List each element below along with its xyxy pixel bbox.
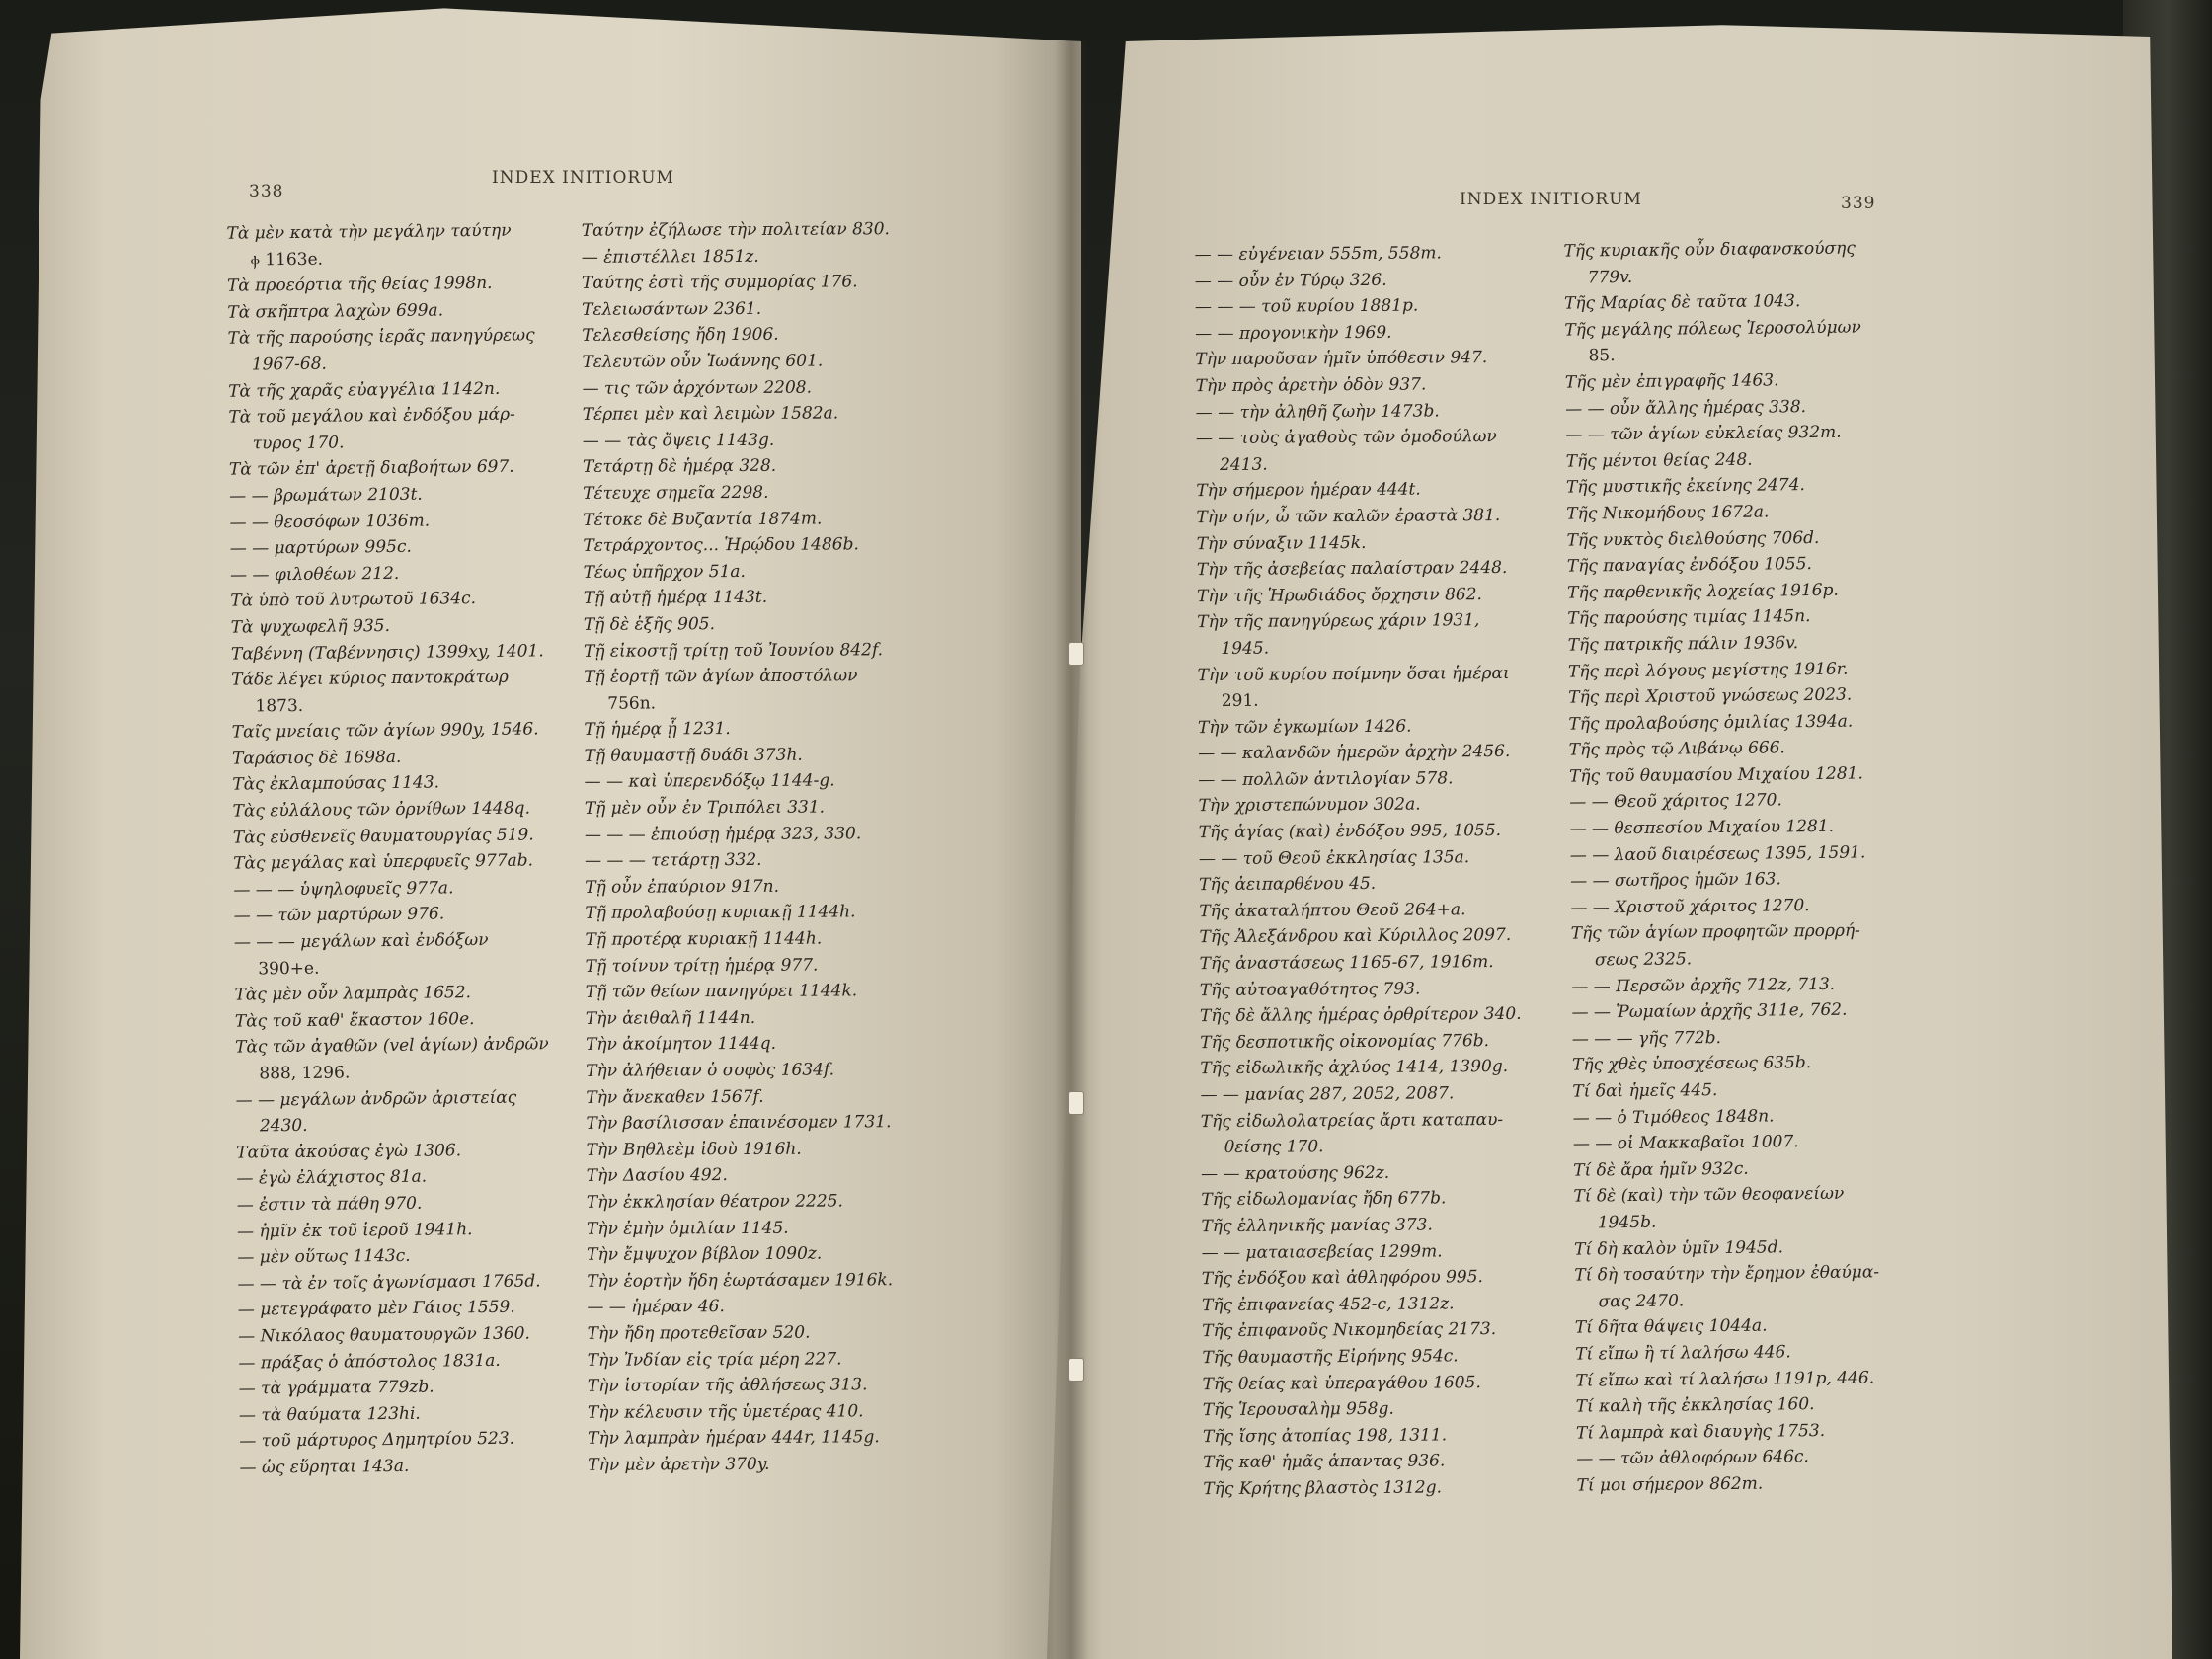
index-entry: Τὴν σήν, ὦ τῶν καλῶν ἐραστὰ 381.: [1196, 505, 1501, 528]
index-entry: Τῆς παρθενικῆς λοχείας 1916p.: [1566, 580, 1839, 603]
index-entry: Τῆς μεγάλης πόλεως Ἱεροσολύμων: [1564, 317, 1861, 341]
index-entry: Ταύτης ἐστὶ τῆς συμμορίας 176.: [581, 272, 858, 294]
index-entry: Τῇ δὲ ἑξῆς 905.: [583, 614, 716, 635]
index-entry: Τῆς παρούσης τιμίας 1145n.: [1567, 606, 1811, 629]
index-entry: Τῆς ἑλληνικῆς μανίας 373.: [1201, 1215, 1433, 1237]
index-entry: Τί εἴπω ἢ τί λαλήσω 446.: [1575, 1342, 1791, 1365]
index-entry: — — — ἐπιούσῃ ἡμέρᾳ 323, 330.: [584, 824, 862, 845]
index-entry: Τῆς Ἀλεξάνδρου καὶ Κύριλλος 2097.: [1199, 925, 1512, 948]
index-entry: Τὴν ἑορτὴν ἤδη ἑωρτάσαμεν 1916k.: [587, 1269, 894, 1292]
index-entry: — — τὰ ἐν τοῖς ἀγωνίσμασι 1765d.: [237, 1271, 541, 1295]
index-entry: Τὴν ἐκκλησίαν θέατρον 2225.: [586, 1191, 843, 1213]
index-entry: Ταύτην ἐζήλωσε τὴν πολιτείαν 830.: [581, 219, 890, 241]
index-entry: Τὴν τοῦ κυρίου ποίμνην ὅσαι ἡμέραι: [1197, 663, 1510, 685]
index-entry: Τὰ τῆς χαρᾶς εὐαγγέλια 1142n.: [228, 378, 501, 402]
index-entry: Τὴν ἱστορίαν τῆς ἀθλήσεως 313.: [587, 1375, 868, 1396]
index-entry: τυρος 170.: [252, 433, 345, 454]
index-entry: Τὰς ἐκλαμπούσας 1143.: [232, 772, 440, 796]
index-entry: Τί δὲ (καὶ) τὴν τῶν θεοφανείων: [1573, 1184, 1845, 1207]
index-entry: Ταβέννη (Ταβέννησις) 1399xy, 1401.: [230, 640, 544, 665]
index-entry: Τὴν ἄνεκαθεν 1567f.: [586, 1086, 764, 1108]
index-entry: — — εὐγένειαν 555m, 558m.: [1194, 243, 1442, 266]
index-entry: 779v.: [1587, 267, 1633, 287]
index-entry: — ἐπιστέλλει 1851z.: [581, 246, 759, 268]
index-entry: ⲫ 1163e.: [250, 249, 324, 271]
index-entry: 2430.: [259, 1116, 308, 1137]
index-entry: Τῆς εἰδωλολατρείας ἄρτι καταπαυ-: [1200, 1109, 1504, 1132]
index-entry: Τῇ αὐτῇ ἡμέρᾳ 1143t.: [583, 588, 768, 609]
index-entry: Τῇ τοίνυν τρίτῃ ἡμέρᾳ 977.: [585, 955, 819, 977]
index-entry: — μὲν οὕτως 1143c.: [237, 1245, 411, 1268]
index-entry: — — σωτῆρος ἡμῶν 163.: [1570, 869, 1781, 892]
running-header-right: INDEX INITIORUM: [1460, 190, 1642, 209]
index-entry: — — τὰς ὄψεις 1143g.: [582, 430, 775, 451]
index-entry: Τῆς ἀκαταλήπτου Θεοῦ 264+a.: [1199, 900, 1466, 921]
index-entry: Τὴν χριστεπώνυμον 302a.: [1198, 795, 1421, 817]
index-entry: Τὴν πρὸς ἀρετὴν ὁδὸν 937.: [1195, 374, 1427, 397]
index-entry: Τί δὲ ἄρα ἡμῖν 932c.: [1573, 1158, 1749, 1181]
index-entry: — — βρωμάτων 2103t.: [229, 484, 423, 507]
index-entry: 1945.: [1221, 638, 1270, 659]
index-entry: 390+e.: [258, 958, 320, 980]
index-entry: Τῆς περὶ Χριστοῦ γνώσεως 2023.: [1568, 684, 1853, 708]
index-entry: — — πολλῶν ἀντιλογίαν 578.: [1198, 768, 1454, 791]
index-entry: Τέτοκε δὲ Βυζαντία 1874m.: [583, 509, 823, 530]
page-number-right: 339: [1841, 194, 1876, 213]
index-entry: Τὰ ψυχωφελῆ 935.: [230, 615, 391, 638]
index-entry: Τὴν βασίλισσαν ἐπαινέσομεν 1731.: [586, 1112, 892, 1135]
index-entry: — — — τοῦ κυρίου 1881p.: [1194, 295, 1419, 318]
index-entry: — μετεγράφατο μὲν Γάιος 1559.: [237, 1298, 515, 1320]
index-entry: Τελεσθείσης ἤδη 1906.: [582, 325, 779, 347]
index-entry: — — θεοσόφων 1036m.: [229, 511, 431, 533]
index-entry: — — κρατούσης 962z.: [1201, 1162, 1390, 1184]
index-entry: — — προγονικὴν 1969.: [1195, 322, 1392, 344]
index-entry: Τὴν Βηθλεὲμ ἰδοὺ 1916h.: [586, 1139, 802, 1160]
index-entry: Τί καλὴ τῆς ἐκκλησίας 160.: [1575, 1394, 1815, 1417]
index-entry: Τῆς θαυμαστῆς Εἰρήνης 954c.: [1202, 1346, 1459, 1369]
index-entry: Τέτευχε σημεῖα 2298.: [583, 482, 769, 504]
index-entry: Τῆς πρὸς τῷ Λιβάνῳ 666.: [1568, 738, 1786, 760]
index-entry: Τί δαὶ ἡμεῖς 445.: [1572, 1080, 1718, 1102]
book-spine: [1055, 40, 1088, 1659]
index-entry: Τὴν σήμερον ἡμέραν 444t.: [1196, 479, 1421, 502]
index-entry: Τί δὴ τοσαύτην τὴν ἔρημον ἐθαύμα-: [1574, 1262, 1880, 1286]
index-entry: Τὴν Ἰνδίαν εἰς τρία μέρη 227.: [587, 1348, 842, 1371]
index-entry: — — τὴν ἀληθῆ ζωὴν 1473b.: [1195, 400, 1440, 423]
index-entry: — ἡμῖν ἐκ τοῦ ἱεροῦ 1941h.: [236, 1219, 473, 1242]
index-entry: — ἐστιν τὰ πάθη 970.: [236, 1193, 423, 1216]
index-entry: Τὰ προεόρτια τῆς θείας 1998n.: [226, 274, 493, 296]
index-entry: — ὡς εὕρηται 143a.: [239, 1456, 410, 1478]
index-entry: Τὰ τῶν ἐπ' ἀρετῇ διαβοήτων 697.: [228, 457, 514, 481]
index-entry: 291.: [1221, 690, 1259, 712]
index-entry: Τῆς κυριακῆς οὖν διαφανσκούσης: [1563, 238, 1856, 262]
index-entry: — — οὖν ἄλλης ἡμέρας 338.: [1565, 396, 1807, 420]
index-entry: Τῇ θαυμαστῇ δυάδι 373h.: [584, 745, 803, 766]
index-entry: 1873.: [255, 695, 304, 717]
index-entry: Τῆς τοῦ θαυμασίου Μιχαίου 1281.: [1568, 763, 1863, 787]
index-entry: Τὴν ἤδη προτεθεῖσαν 520.: [587, 1322, 811, 1344]
index-entry: 888, 1296.: [259, 1063, 351, 1084]
index-entry: Τὰ μὲν κατὰ τὴν μεγάλην ταύτην: [226, 220, 512, 244]
index-entry: Τὴν ἐμὴν ὁμιλίαν 1145.: [586, 1218, 789, 1239]
index-entry: — — — τετάρτῃ 332.: [585, 850, 762, 872]
index-entry: Τὴν μὲν ἀρετὴν 370y.: [588, 1454, 770, 1475]
index-entry: — — μαρτύρων 995c.: [229, 536, 412, 559]
index-entry: Τέρπει μὲν καὶ λειμὼν 1582a.: [582, 403, 839, 425]
index-entry: — — — ὑψηλοφυεῖς 977a.: [233, 878, 454, 901]
left-page-column-2: [582, 216, 897, 1478]
index-entry: Τῆς ἀειπαρθένου 45.: [1199, 874, 1377, 896]
index-entry: Τῇ προλαβούσῃ κυριακῇ 1144h.: [585, 902, 856, 924]
index-entry: Τέως ὑπῆρχον 51a.: [583, 561, 746, 583]
index-entry: Τῇ μὲν οὖν ἐν Τριπόλει 331.: [584, 797, 826, 819]
index-entry: — — ἡμέραν 46.: [587, 1297, 725, 1318]
index-entry: Ταῦτα ἀκούσας ἐγὼ 1306.: [236, 1141, 462, 1163]
index-entry: Τὰ σκῆπτρα λαχὼν 699a.: [227, 300, 444, 323]
binding-stitch: [1068, 642, 1084, 666]
index-entry: Τῇ οὖν ἐπαύριον 917n.: [585, 876, 780, 898]
index-entry: — — καλανδῶν ἡμερῶν ἀρχὴν 2456.: [1198, 742, 1511, 764]
index-entry: Τῆς αὐτοαγαθότητος 793.: [1199, 979, 1421, 1000]
index-entry: Τὴν ἔμψυχον βίβλον 1090z.: [587, 1243, 823, 1265]
index-entry: — ἐγὼ ἐλάχιστος 81a.: [236, 1167, 428, 1190]
index-entry: Τὰς μεγάλας καὶ ὑπερφυεῖς 977ab.: [233, 850, 534, 874]
index-entry: — — οἱ Μακκαβαῖοι 1007.: [1572, 1132, 1799, 1154]
index-entry: Τῆς καθ' ἡμᾶς ἁπαντας 936.: [1203, 1451, 1446, 1473]
index-entry: — — τῶν ἀθλοφόρων 646c.: [1576, 1447, 1810, 1469]
index-entry: σας 2470.: [1598, 1291, 1685, 1312]
index-entry: Τῆς εἰδωλομανίας ἤδη 677b.: [1201, 1188, 1447, 1211]
index-entry: Τὰς εὐσθενεῖς θαυματουργίας 519.: [232, 825, 534, 848]
index-entry: Ταῖς μνείαις τῶν ἁγίων 990y, 1546.: [231, 719, 539, 743]
index-entry: Τῆς θείας καὶ ὑπεραγάθου 1605.: [1202, 1372, 1481, 1394]
index-entry: — — — γῆς 772b.: [1571, 1027, 1722, 1050]
index-entry: 1967-68.: [251, 354, 327, 375]
index-entry: Τὰ τοῦ μεγάλου καὶ ἐνδόξου μάρ-: [228, 404, 515, 428]
index-entry: — τοῦ μάρτυρος Δημητρίου 523.: [239, 1429, 515, 1452]
index-entry: Τῆς ἁγίας (καὶ) ἐνδόξου 995, 1055.: [1198, 821, 1502, 843]
index-entry: Τῆς χθὲς ὑποσχέσεως 635b.: [1571, 1053, 1812, 1076]
index-entry: θείσης 170.: [1224, 1137, 1324, 1158]
running-header-left: INDEX INITIORUM: [492, 168, 674, 188]
index-entry: Τῆς δεσποτικῆς οἰκονομίας 776b.: [1200, 1030, 1490, 1053]
index-entry: 1945b.: [1597, 1212, 1657, 1233]
index-entry: Τί δῆτα θάψεις 1044a.: [1574, 1315, 1768, 1338]
index-entry: Τῇ προτέρᾳ κυριακῇ 1144h.: [585, 928, 823, 950]
binding-stitch: [1068, 1091, 1084, 1115]
index-entry: — — μανίας 287, 2052, 2087.: [1200, 1083, 1455, 1106]
index-entry: — — τῶν μαρτύρων 976.: [233, 904, 445, 927]
index-entry: — — οὖν ἐν Τύρῳ 326.: [1194, 270, 1387, 291]
index-entry: Τῆς ἐπιφανοῦς Νικομηδείας 2173.: [1202, 1319, 1497, 1342]
index-entry: — τὰ γράμματα 779zb.: [238, 1377, 434, 1399]
index-entry: Τὴν τῆς πανηγύρεως χάριν 1931,: [1197, 610, 1480, 633]
index-entry: Τὰς μὲν οὖν λαμπρὰς 1652.: [234, 983, 472, 1005]
index-entry: — τὰ θαύματα 123hi.: [238, 1403, 421, 1426]
index-entry: Τάδε λέγει κύριος παντοκράτωρ: [231, 667, 509, 690]
index-entry: Τῇ εἰκοστῇ τρίτῃ τοῦ Ἰουνίου 842f.: [583, 639, 884, 662]
page-number-left: 338: [249, 182, 284, 201]
index-entry: Τῆς ἀναστάσεως 1165-67, 1916m.: [1199, 952, 1494, 975]
index-entry: — — Ῥωμαίων ἀρχῆς 311e, 762.: [1571, 999, 1848, 1023]
index-entry: Τὴν ἀκοίμητον 1144q.: [585, 1034, 777, 1056]
index-entry: Τῆς παναγίας ἐνδόξου 1055.: [1566, 554, 1812, 577]
index-entry: Τί μοι σήμερον 862m.: [1576, 1473, 1764, 1496]
index-entry: — — Θεοῦ χάριτος 1270.: [1569, 790, 1782, 814]
index-entry: — — τοὺς ἀγαθοὺς τῶν ὁμοδούλων: [1195, 427, 1497, 449]
index-entry: Τῆς περὶ λόγους μεγίστης 1916r.: [1567, 659, 1849, 682]
index-entry: Τὴν τῆς Ἡρωδιάδος ὄρχησιν 862.: [1196, 584, 1482, 606]
index-entry: Τῆς Κρήτης βλαστὸς 1312g.: [1203, 1477, 1443, 1500]
index-entry: Τῆς νυκτὸς διελθούσης 706d.: [1566, 527, 1820, 551]
index-entry: — — θεσπεσίου Μιχαίου 1281.: [1569, 816, 1835, 839]
index-entry: — — μεγάλων ἀνδρῶν ἀριστείας: [235, 1087, 517, 1111]
index-entry: Τὰ τῆς παρούσης ἱερᾶς πανηγύρεως: [227, 325, 535, 350]
index-entry: — — καὶ ὑπερενδόξῳ 1144-g.: [584, 770, 835, 793]
index-entry: Τὴν ἀειθαλῆ 1144n.: [585, 1007, 756, 1029]
index-entry: — — ματαιασεβείας 1299m.: [1201, 1240, 1443, 1263]
index-entry: Τὰς τῶν ἀγαθῶν (vel ἁγίων) ἀνδρῶν: [234, 1034, 549, 1059]
index-entry: Τὴν τῆς ἀσεβείας παλαίστραν 2448.: [1196, 558, 1508, 581]
index-entry: Τῆς Μαρίας δὲ ταῦτα 1043.: [1563, 291, 1801, 314]
index-entry: Τῇ ἑορτῇ τῶν ἁγίων ἀποστόλων: [584, 666, 858, 687]
index-entry: σεως 2325.: [1594, 949, 1693, 971]
index-entry: Τὰ ὑπὸ τοῦ λυτρωτοῦ 1634c.: [230, 589, 477, 611]
left-page-column-1: [226, 217, 553, 1481]
index-entry: Τὴν κέλευσιν τῆς ὑμετέρας 410.: [587, 1401, 864, 1423]
index-entry: — — φιλοθέων 212.: [229, 563, 400, 586]
index-entry: — — τῶν ἁγίων εὐκλείας 932m.: [1565, 422, 1842, 445]
index-entry: Τῆς ἐπιφανείας 452-c, 1312z.: [1201, 1294, 1455, 1315]
right-page-column-2: [1563, 235, 1881, 1499]
index-entry: Τὴν ἀλήθειαν ὁ σοφὸς 1634f.: [586, 1060, 835, 1081]
index-entry: 756n.: [607, 693, 657, 714]
index-entry: 2413.: [1220, 454, 1268, 475]
index-entry: Τῆς εἰδωλικῆς ἀχλύος 1414, 1390g.: [1200, 1057, 1509, 1079]
index-entry: — τις τῶν ἀρχόντων 2208.: [582, 377, 813, 399]
index-entry: — — Περσῶν ἀρχῆς 712z, 713.: [1571, 974, 1836, 997]
index-entry: — — λαοῦ διαιρέσεως 1395, 1591.: [1569, 842, 1866, 866]
index-entry: Τὰς εὐλάλους τῶν ὀρνίθων 1448q.: [232, 798, 531, 822]
index-entry: Τῆς μυστικῆς ἐκείνης 2474.: [1565, 475, 1805, 498]
index-entry: Τετάρτῃ δὲ ἡμέρᾳ 328.: [582, 456, 777, 478]
index-entry: Τῆς Νικομήδους 1672a.: [1566, 502, 1770, 524]
binding-stitch: [1068, 1358, 1084, 1382]
index-entry: Τετράρχοντος... Ἡρῴδου 1486b.: [583, 534, 859, 556]
index-entry: Τῆς δὲ ἄλλης ἡμέρας ὀρθρίτερον 340.: [1199, 1004, 1522, 1027]
index-entry: Τὴν λαμπρὰν ἡμέραν 444r, 1145g.: [588, 1427, 880, 1450]
index-entry: — πράξας ὁ ἀπόστολος 1831a.: [238, 1350, 501, 1374]
index-entry: Τῆς πατρικῆς πάλιν 1936v.: [1567, 633, 1799, 656]
index-entry: Τῆς ἴσης ἀτοπίας 198, 1311.: [1202, 1425, 1448, 1447]
index-entry: Ταράσιος δὲ 1698a.: [231, 747, 402, 769]
index-entry: Τὴν τῶν ἐγκωμίων 1426.: [1197, 716, 1412, 738]
index-entry: — — Χριστοῦ χάριτος 1270.: [1570, 895, 1810, 918]
index-entry: Τῇ ἡμέρᾳ ᾗ 1231.: [584, 719, 731, 741]
index-entry: — — τοῦ Θεοῦ ἐκκλησίας 135a.: [1198, 846, 1470, 869]
index-entry: Τελευτῶν οὖν Ἰωάννης 601.: [582, 351, 824, 372]
index-entry: Τί δὴ καλὸν ὑμῖν 1945d.: [1573, 1236, 1784, 1260]
index-entry: — — — μεγάλων καὶ ἐνδόξων: [233, 929, 489, 953]
index-entry: Τῆς τῶν ἁγίων προφητῶν προρρή-: [1570, 920, 1860, 945]
index-entry: Τῇ τῶν θείων πανηγύρει 1144k.: [585, 981, 858, 1003]
index-entry: Τῆς ἐνδόξου καὶ ἀθληφόρου 995.: [1201, 1267, 1483, 1290]
index-entry: Τῆς μέντοι θείας 248.: [1565, 449, 1753, 472]
index-entry: Τί εἴπω καὶ τί λαλήσω 1191p, 446.: [1575, 1367, 1875, 1391]
index-entry: Τῆς Ἱερουσαλὴμ 958g.: [1202, 1398, 1394, 1421]
right-page-column-1: [1195, 240, 1525, 1503]
index-entry: Τί λαμπρὰ καὶ διαυγὴς 1753.: [1575, 1420, 1826, 1444]
index-entry: Τὴν παροῦσαν ἡμῖν ὑπόθεσιν 947.: [1195, 348, 1488, 370]
index-entry: Τελειωσάντων 2361.: [582, 298, 762, 320]
index-entry: Τὴν Δασίου 492.: [586, 1165, 728, 1187]
index-entry: — — ὁ Τιμόθεος 1848n.: [1572, 1106, 1775, 1129]
index-entry: Τῆς μὲν ἐπιγραφῆς 1463.: [1564, 370, 1779, 393]
index-entry: Τῆς προλαβούσης ὁμιλίας 1394a.: [1568, 711, 1854, 735]
index-entry: Τὴν σύναξιν 1145k.: [1196, 532, 1367, 554]
index-entry: Τὰς τοῦ καθ' ἕκαστον 160e.: [234, 1008, 475, 1032]
index-entry: 85.: [1588, 346, 1616, 366]
index-entry: — Νικόλαος θαυματουργῶν 1360.: [238, 1323, 530, 1347]
